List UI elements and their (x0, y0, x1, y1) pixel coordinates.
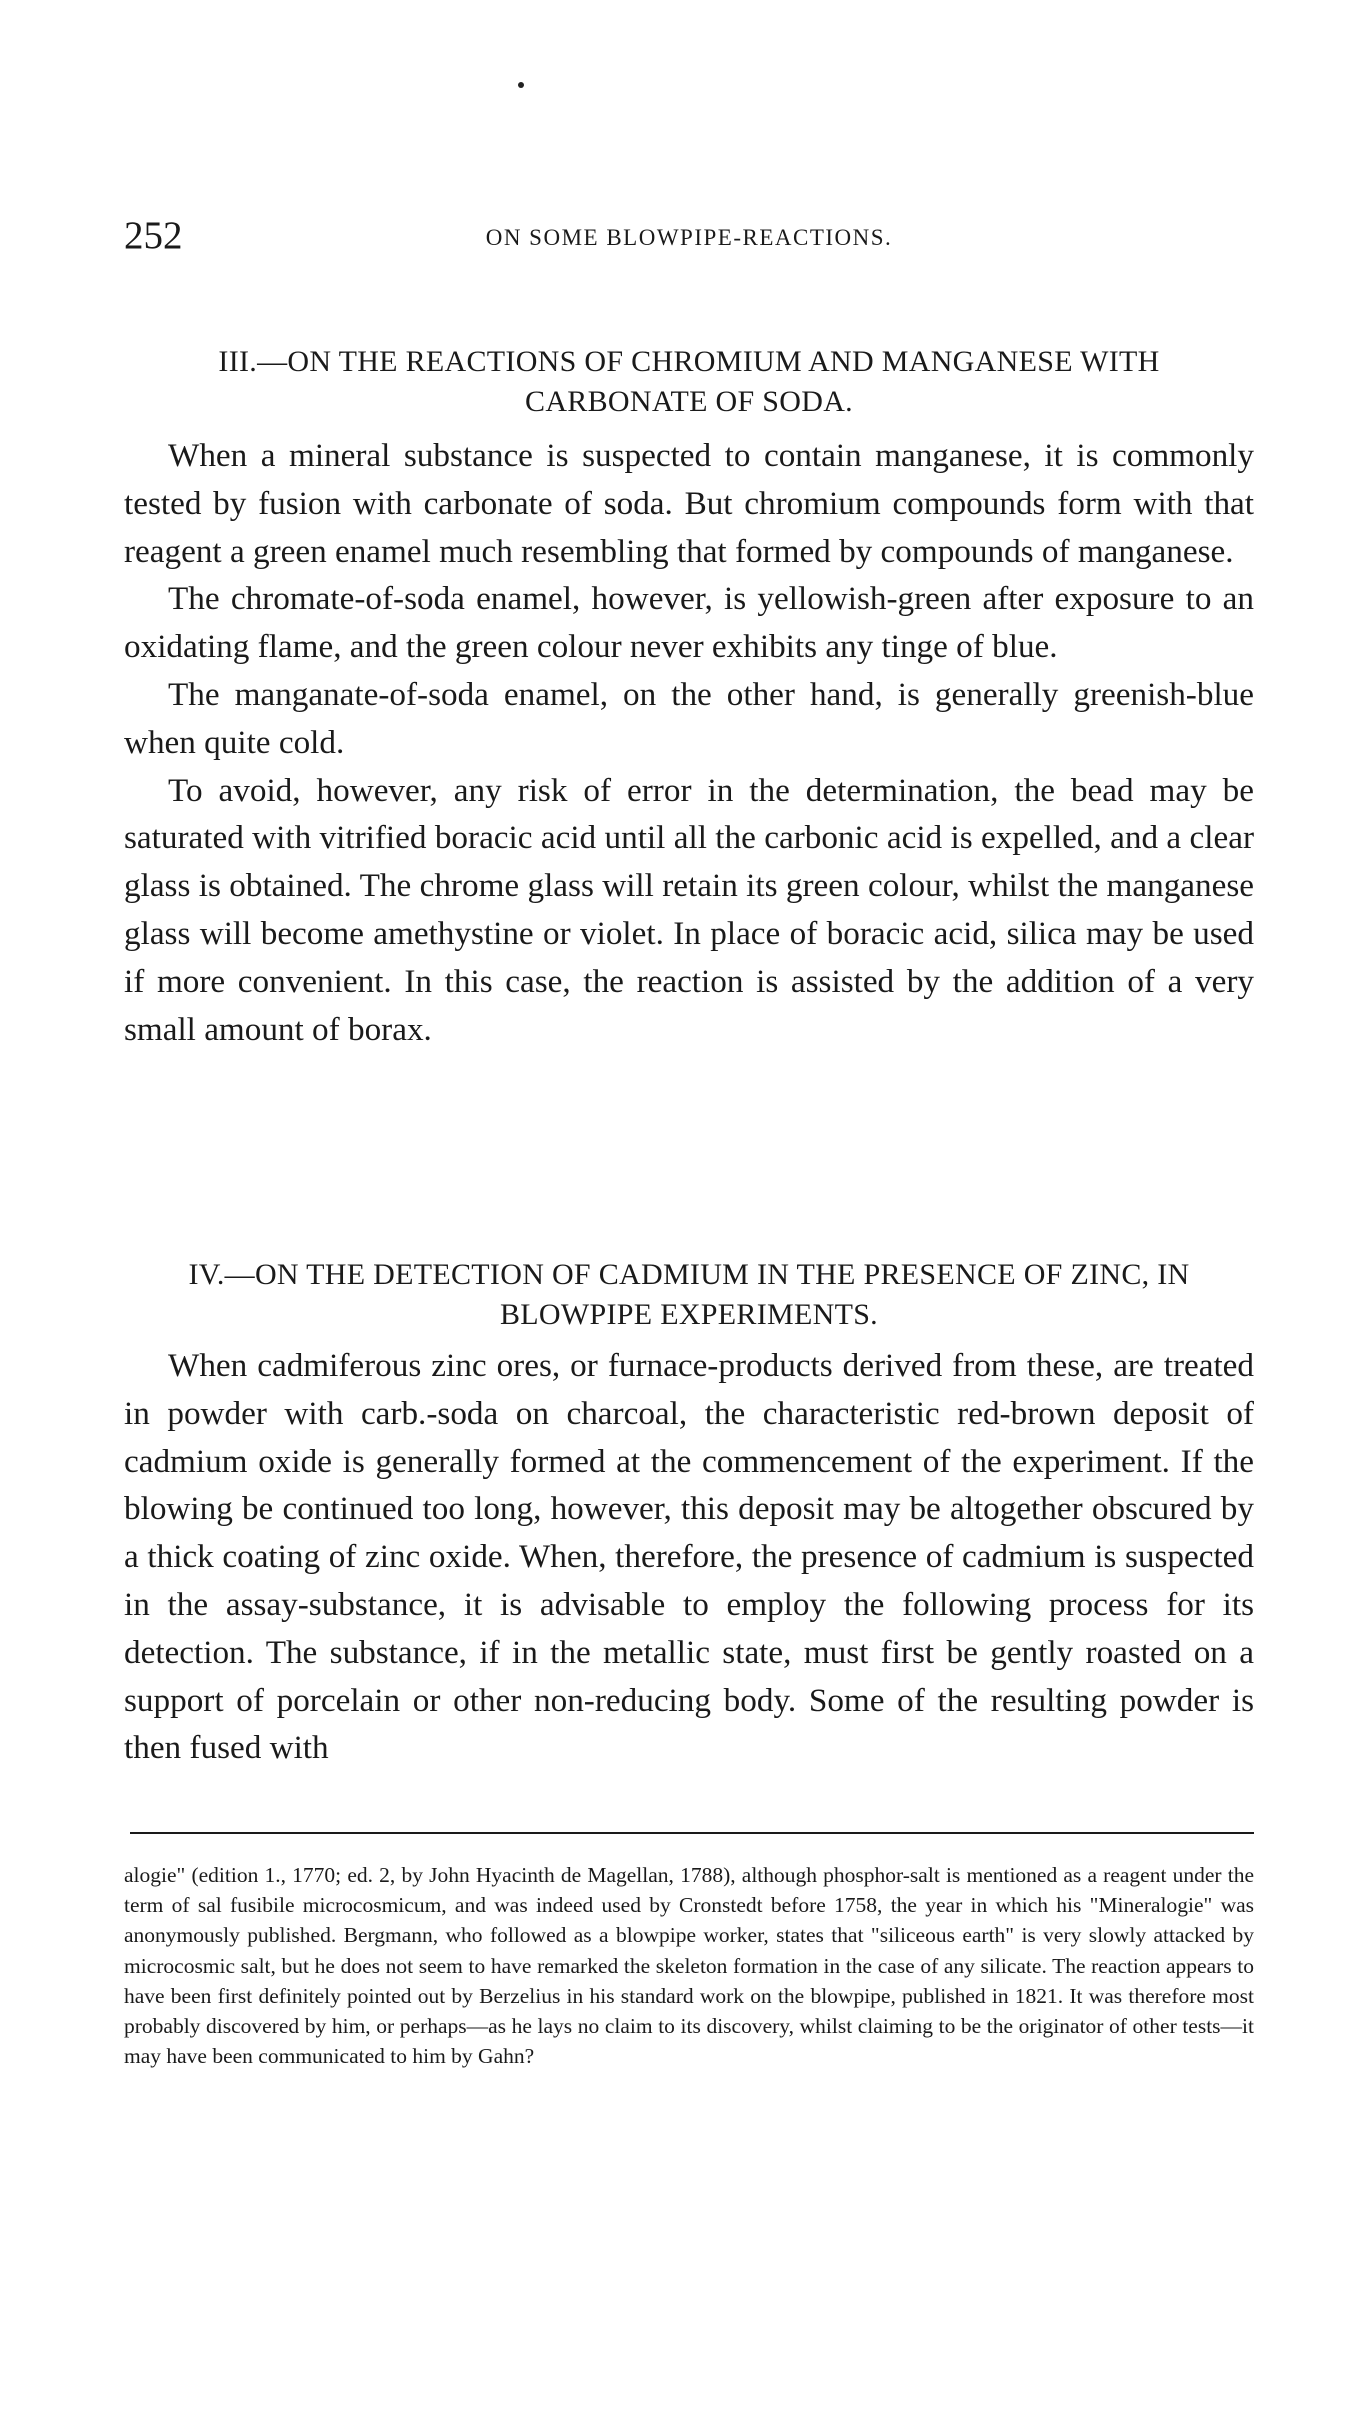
running-head (124, 214, 1254, 258)
page-number: 252 (124, 214, 183, 257)
paragraph: To avoid, however, any risk of error in the determination, the bead may be saturated with vitrified boracic acid until all the carbonic acid is expelled, and a clear glass is obtained. The chrome glass will retain its green colour, whilst the manganese glass will become amethystine or violet. In place of boracic acid, silica may be used if more convenient. In this case, the reaction is assisted by the addition of a very small amount of borax. (124, 771, 1254, 1048)
section-heading-chromium-manganese: III.—ON THE REACTIONS OF CHROMIUM AND MANGANESE WITH CARBONATE OF SODA. (218, 345, 1160, 418)
footnote-divider (130, 1832, 1254, 1834)
section-body-chromium-manganese (124, 432, 1254, 1053)
section-heading-cadmium-detection: IV.—ON THE DETECTION OF CADMIUM IN THE PRESENCE OF ZINC, IN BLOWPIPE EXPERIMENTS. (188, 1258, 1190, 1331)
paragraph: The chromate-of-soda enamel, however, is yellowish-green after exposure to an oxidating flame, and the green colour never exhibits any tinge of blue. (124, 580, 1254, 666)
print-speck (518, 82, 524, 88)
paragraph: When cadmiferous zinc ores, or furnace-products derived from these, are treated in powder with carb.-soda on charcoal, the characteristic red-brown deposit of cadmium oxide is generally formed at the commencement of the experiment. If the blowing be continued too long, however, this deposit may be altogether obscured by a thick coating of zinc oxide. When, therefore, the presence of cadmium is suspected in the assay-substance, it is advisable to employ the following process for its detection. The substance, if in the metallic state, must first be gently roasted on a support of porcelain or other non-reducing body. Some of the resulting powder is then fused with (124, 1347, 1254, 1767)
footnote (124, 1860, 1254, 2071)
running-title: ON SOME BLOWPIPE-REACTIONS. (485, 225, 893, 250)
paragraph: The manganate-of-soda enamel, on the other hand, is generally greenish-blue when quite cold. (124, 675, 1254, 761)
paragraph: When a mineral substance is suspected to contain manganese, it is commonly tested by fusion with carbonate of soda. But chromium compounds form with that reagent a green enamel much resembling that formed by compounds of manganese. (124, 437, 1254, 570)
section-body-cadmium-detection (124, 1342, 1254, 1772)
footnote-text: alogie" (edition 1., 1770; ed. 2, by John Hyacinth de Magellan, 1788), although phosphor-salt is mentioned as a reagent under the term of sal fusibile microcosmicum, and was indeed used by Cronstedt before 1758, the year in which his "Mineralogie" was anonymously published. Bergmann, who followed as a blowpipe worker, states that "siliceous earth" is very slowly attacked by microcosmic salt, but he does not seem to have remarked the skeleton formation in the case of any silicate. The reaction appears to have been first definitely pointed out by Berzelius in his standard work on the blowpipe, published in 1821. It was therefore most probably discovered by him, or perhaps—as he lays no claim to its discovery, whilst claiming to be the originator of other tests—it may have been communicated to him by Gahn? (124, 1863, 1254, 2069)
